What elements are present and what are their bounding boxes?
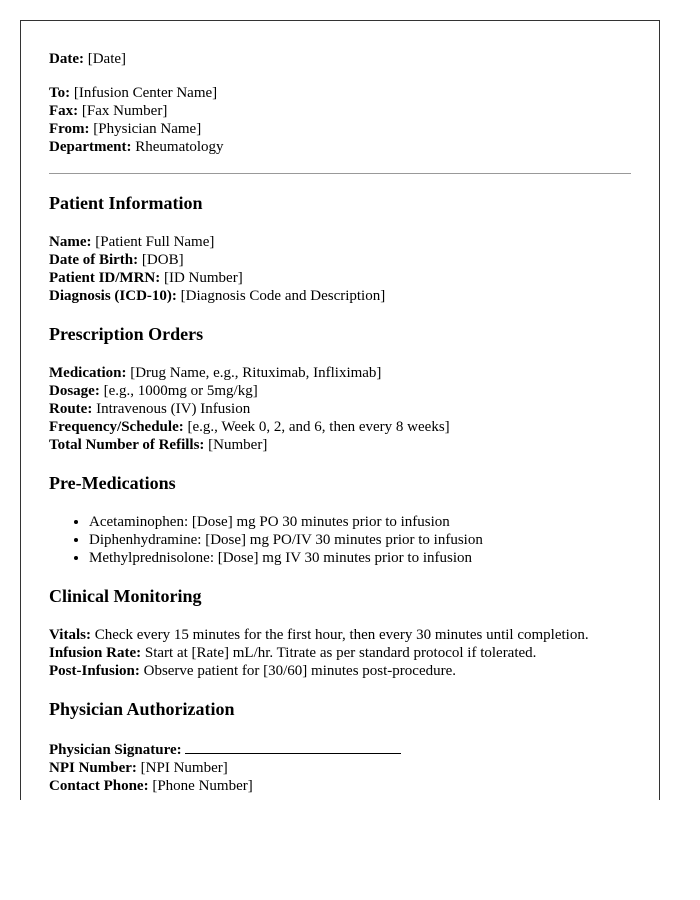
from-label: From: — [49, 121, 90, 137]
prescription-orders-section — [49, 323, 631, 454]
post-infusion-label: Post-Infusion: — [49, 663, 140, 679]
diagnosis-value: [Diagnosis Code and Description] — [180, 288, 386, 304]
date-value: [Date] — [87, 51, 127, 67]
infusion-rate-line — [49, 644, 631, 662]
fax-value: [Fax Number] — [81, 103, 168, 119]
vitals-line — [49, 626, 631, 644]
frequency-line — [49, 418, 631, 436]
route-label: Route: — [49, 401, 93, 417]
dob-line — [49, 251, 631, 269]
prescription-orders-heading: Prescription Orders — [49, 324, 204, 344]
diagnosis-label: Diagnosis (ICD-10): — [49, 288, 177, 304]
vitals-value: Check every 15 minutes for the first hour, then every 30 minutes until completion. — [94, 627, 589, 643]
dob-label: Date of Birth: — [49, 252, 139, 268]
refills-label: Total Number of Refills: — [49, 437, 205, 453]
clinical-monitoring-heading: Clinical Monitoring — [49, 586, 202, 606]
npi-value: [NPI Number] — [140, 760, 228, 776]
npi-line — [49, 759, 631, 777]
department-value: Rheumatology — [135, 139, 224, 155]
from-line — [49, 120, 631, 138]
infusion-rate-value: Start at [Rate] mL/hr. Titrate as per standard protocol if tolerated. — [144, 645, 537, 661]
refills-value: [Number] — [208, 437, 268, 453]
physician-authorization-heading: Physician Authorization — [49, 699, 235, 719]
route-line — [49, 400, 631, 418]
date-label: Date: — [49, 51, 84, 67]
npi-label: NPI Number: — [49, 760, 137, 776]
refills-line — [49, 436, 631, 454]
contact-phone-label: Contact Phone: — [49, 778, 149, 794]
to-label: To: — [49, 85, 71, 101]
vitals-label: Vitals: — [49, 627, 91, 643]
pre-medications-section — [49, 472, 631, 567]
patient-information-heading: Patient Information — [49, 193, 203, 213]
dosage-value: [e.g., 1000mg or 5mg/kg] — [103, 383, 258, 399]
fax-line — [49, 102, 631, 120]
patient-name-label: Name: — [49, 234, 92, 250]
post-infusion-value: Observe patient for [30/60] minutes post-procedure. — [143, 663, 457, 679]
list-item: • Acetaminophen: [Dose] mg PO 30 minutes prior to infusion — [89, 513, 631, 531]
dob-value: [DOB] — [141, 252, 184, 268]
fax-label: Fax: — [49, 103, 79, 119]
contact-phone-line — [49, 777, 631, 795]
pre-medications-list — [49, 513, 631, 567]
patient-name-line — [49, 233, 631, 251]
header-block — [49, 50, 631, 156]
medication-line — [49, 364, 631, 382]
list-item: • Diphenhydramine: [Dose] mg PO/IV 30 minutes prior to infusion — [89, 531, 631, 549]
date-line — [49, 50, 631, 68]
clinical-monitoring-section — [49, 585, 631, 680]
frequency-label: Frequency/Schedule: — [49, 419, 184, 435]
patient-name-value: [Patient Full Name] — [95, 234, 215, 250]
infusion-rate-label: Infusion Rate: — [49, 645, 142, 661]
frequency-value: [e.g., Week 0, 2, and 6, then every 8 weeks] — [187, 419, 450, 435]
to-line — [49, 84, 631, 102]
patient-id-value: [ID Number] — [163, 270, 243, 286]
list-item: • Methylprednisolone: [Dose] mg IV 30 minutes prior to infusion — [89, 549, 631, 567]
physician-authorization-section — [49, 698, 631, 795]
medication-label: Medication: — [49, 365, 127, 381]
patient-id-line — [49, 269, 631, 287]
diagnosis-line — [49, 287, 631, 305]
from-value: [Physician Name] — [93, 121, 202, 137]
document-page — [20, 20, 660, 800]
medication-value: [Drug Name, e.g., Rituximab, Infliximab] — [130, 365, 382, 381]
patient-id-label: Patient ID/MRN: — [49, 270, 161, 286]
post-infusion-line — [49, 662, 631, 680]
header-divider — [49, 173, 631, 174]
department-line — [49, 138, 631, 156]
dosage-line — [49, 382, 631, 400]
dosage-label: Dosage: — [49, 383, 100, 399]
route-value: Intravenous (IV) Infusion — [96, 401, 251, 417]
signature-label: Physician Signature: — [49, 742, 182, 758]
patient-information-section — [49, 192, 631, 305]
to-value: [Infusion Center Name] — [73, 85, 218, 101]
signature-line — [49, 739, 631, 759]
contact-phone-value: [Phone Number] — [152, 778, 253, 794]
signature-blank — [185, 739, 401, 754]
department-label: Department: — [49, 139, 132, 155]
pre-medications-heading: Pre-Medications — [49, 473, 176, 493]
